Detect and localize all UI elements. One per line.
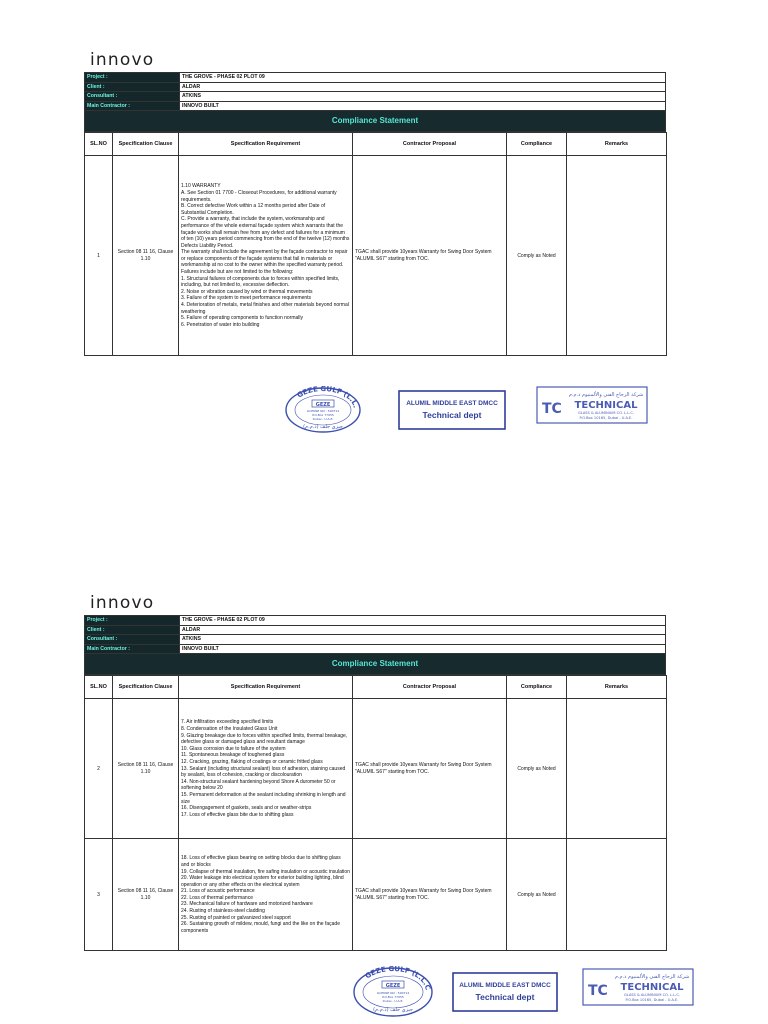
col-header-slno: SL.NO bbox=[85, 133, 113, 156]
requirement-line: 2. Noise or vibration caused by wind or thermal movements bbox=[181, 288, 313, 295]
contractor-proposal: TGAC shall provide 10years Warranty for Swing Door System "ALUMIL S67" starting from TOC. bbox=[353, 156, 507, 356]
sl-number: 2 bbox=[85, 699, 113, 839]
col-header-slno: SL.NO bbox=[85, 676, 113, 699]
remarks bbox=[567, 156, 667, 356]
requirement-line: 22. Loss of thermal performance bbox=[181, 894, 253, 901]
stamp-geze-license: LICENSE NO : 590712 bbox=[376, 991, 410, 995]
compliance-statement-banner: Compliance Statement bbox=[84, 654, 666, 675]
info-label: Consultant : bbox=[85, 635, 180, 645]
stamp-geze-city: Dubai - U.A.E. bbox=[382, 999, 404, 1003]
geze-gulf-stamp bbox=[352, 966, 434, 1018]
stamp-technical-arabic: شركة الزجاج الفني والألمنيوم ذ.م.م bbox=[568, 392, 644, 398]
requirement-line: 4. Deterioration of metals, metal finishes and other materials beyond normal weathering bbox=[181, 302, 349, 315]
info-label: Main Contractor : bbox=[85, 644, 180, 654]
requirement-line: 16. Disengagement of gaskets, seals and or weather-strips bbox=[181, 805, 312, 812]
stamp-technical-pobox: P.O.Box 10165, Dubai - U.A.E. bbox=[579, 416, 633, 420]
requirement-line: 9. Glazing breakage due to forces within specified limits, thermal breakage, defective glass or damaged glass and resultant damage bbox=[181, 732, 348, 746]
stamp-geze-brand: GEZE bbox=[385, 983, 401, 989]
requirement-line: 15. Permanent deformation at the sealant including shrinking in length and size bbox=[181, 791, 346, 805]
requirement-line: 6. Penetration of water into building bbox=[181, 321, 260, 328]
stamp-alumil-line2: Technical dept bbox=[475, 992, 535, 1002]
document-page-2 bbox=[84, 615, 666, 951]
stamp-technical-pobox: P.O.Box 10165, Dubai - U.A.E. bbox=[625, 998, 679, 1002]
project-info-table bbox=[84, 72, 666, 111]
col-header-remarks: Remarks bbox=[567, 676, 667, 699]
info-value: THE GROVE - PHASE 02 PLOT 09 bbox=[180, 616, 666, 626]
info-label: Project : bbox=[85, 73, 180, 83]
requirement-line: 10. Glass corrosion due to failure of the system bbox=[181, 745, 286, 752]
table-row bbox=[85, 699, 667, 839]
col-header-requirement: Specification Requirement bbox=[179, 676, 353, 699]
requirement-line: 25. Rusting of painted or galvanized steel support bbox=[181, 914, 291, 921]
info-value: INNOVO BUILT bbox=[180, 101, 666, 111]
requirement-line: 1.10 WARRANTY bbox=[181, 183, 221, 190]
col-header-requirement: Specification Requirement bbox=[179, 133, 353, 156]
innovo-logo: innovo bbox=[90, 593, 155, 613]
compliance-statement-banner: Compliance Statement bbox=[84, 111, 666, 132]
technical-glass-stamp bbox=[582, 968, 694, 1006]
requirement-line: B. Correct defective Work within a 12 months period after Date of Substantial Completion. bbox=[181, 203, 326, 216]
spec-clause: Section 08 11 16, Clause 1.10 bbox=[113, 156, 179, 356]
stamp-geze-city: Dubai - U.A.E. bbox=[312, 417, 334, 421]
spec-clause: Section 08 11 16, Clause 1.10 bbox=[113, 699, 179, 839]
geze-gulf-stamp bbox=[284, 386, 362, 434]
requirement-line: 26. Sustaining growth of mildew, mould, fungi and the like on the façade components bbox=[181, 921, 340, 934]
requirement-line: 17. Loss of effective glass bite due to shifting glass bbox=[181, 811, 294, 818]
innovo-logo: innovo bbox=[90, 50, 155, 70]
requirement-line: 11. Spontaneous breakage of toughened glass bbox=[181, 752, 285, 759]
info-value: ATKINS bbox=[180, 635, 666, 645]
project-info-table bbox=[84, 615, 666, 654]
alumil-stamp bbox=[398, 390, 506, 430]
document-page-1 bbox=[84, 72, 666, 356]
requirement-line: 20. Water leakage into electrical system for exterior building lighting, blind operation or any other effects on the electrical system bbox=[181, 875, 344, 888]
sl-number: 3 bbox=[85, 839, 113, 951]
col-header-proposal: Contractor Proposal bbox=[353, 133, 507, 156]
requirement-line: 24. Rusting of stainless-steel cladding bbox=[181, 908, 265, 915]
requirement-line: 7. Air infiltration exceeding specified limits bbox=[181, 719, 274, 726]
stamp-technical-name: TECHNICAL bbox=[574, 400, 638, 411]
stamp-alumil-line2: Technical dept bbox=[422, 410, 482, 420]
contractor-proposal: TGAC shall provide 10years Warranty for Swing Door System "ALUMIL S67" starting from TOC. bbox=[353, 839, 507, 951]
requirement-line: 19. Collapse of thermal insulation, fire safing insulation or acoustic insulation bbox=[181, 868, 350, 875]
alumil-stamp bbox=[452, 972, 558, 1012]
requirement-line: 5. Failure of operating components to function normally bbox=[181, 315, 304, 322]
col-header-compliance: Compliance bbox=[507, 676, 567, 699]
table-row bbox=[85, 156, 667, 356]
requirement-line: 21. Loss of acoustic performance bbox=[181, 888, 255, 895]
stamp-geze-arabic: جيزي جلف (ذ.م.م) bbox=[373, 1007, 413, 1013]
info-value: THE GROVE - PHASE 02 PLOT 09 bbox=[180, 73, 666, 83]
stamp-geze-pobox: P.O.Box 77955 bbox=[312, 413, 334, 417]
requirement-line: 14. Non-structural sealant hardening beyond Shore A durometer 50 or softening below 20 bbox=[181, 778, 336, 792]
technical-glass-stamp bbox=[536, 386, 648, 424]
stamp-geze-arabic: جيزي جلف (ذ.م.م) bbox=[303, 424, 343, 430]
info-label: Client : bbox=[85, 625, 180, 635]
requirement-line: 1. Structural failures of components due to forces within specified limits, including, but not limited to, excessive deflection. bbox=[181, 275, 340, 289]
compliance-table bbox=[84, 675, 667, 951]
info-label: Consultant : bbox=[85, 92, 180, 102]
stamp-technical-arabic: شركة الزجاج الفني والألمنيوم ذ.م.م bbox=[614, 974, 690, 980]
stamp-technical-name: TECHNICAL bbox=[620, 982, 684, 993]
compliance-status: Comply as Noted bbox=[507, 699, 567, 839]
requirement-line: 12. Cracking, grazing, flaking of coatings or ceramic fritted glass bbox=[181, 758, 323, 765]
sl-number: 1 bbox=[85, 156, 113, 356]
spec-requirement bbox=[179, 699, 353, 839]
spec-requirement bbox=[179, 839, 353, 951]
compliance-table bbox=[84, 132, 667, 356]
svg-text:TC: TC bbox=[542, 401, 562, 417]
col-header-remarks: Remarks bbox=[567, 133, 667, 156]
info-label: Project : bbox=[85, 616, 180, 626]
info-value: INNOVO BUILT bbox=[180, 644, 666, 654]
compliance-status: Comply as Noted bbox=[507, 156, 567, 356]
col-header-proposal: Contractor Proposal bbox=[353, 676, 507, 699]
stamp-alumil-line1: ALUMIL MIDDLE EAST DMCC bbox=[459, 982, 551, 989]
col-header-compliance: Compliance bbox=[507, 133, 567, 156]
stamp-geze-license: LICENSE NO : 590712 bbox=[306, 409, 340, 413]
table-row bbox=[85, 839, 667, 951]
requirement-line: C. Provide a warranty, that include the system, workmanship and performance of the whole external façade system which warrants that the façade works shall remain free from any defect and failures for a minimum of ten (10) years period commencing from the end of the twelve (12) months Defects Liability Period. bbox=[181, 216, 350, 249]
requirement-line: A. See Section 01 7700 - Closeout Procedures, for additional warranty requirements. bbox=[181, 189, 337, 203]
requirement-line: 18. Loss of effective glass bearing on setting blocks due to shifting glass and or blocks bbox=[181, 855, 341, 868]
requirement-line: The warranty shall include the agreement by the façade contractor to repair or replace components of the façade systems that fail in materials or workmanship at no cost to the owner within the specified warranty period. Failures include but are not limited to the following: bbox=[181, 249, 348, 276]
spec-clause: Section 08 11 16, Clause 1.10 bbox=[113, 839, 179, 951]
stamp-geze-name: GEZE GULF (L.L. bbox=[295, 386, 360, 409]
stamp-geze-pobox: P.O.Box 77955 bbox=[382, 995, 404, 999]
stamp-technical-sub: GLASS & ALUMINIUM CO. L.L.C. bbox=[577, 411, 635, 415]
requirement-line: 23. Mechanical failure of hardware and motorized hardware bbox=[181, 901, 313, 908]
spec-requirement bbox=[179, 156, 353, 356]
requirement-line: 13. Sealant (including structural sealant) loss of adhesion, staining caused by sealant, loss of cohesion, cracking or discolouration bbox=[181, 765, 346, 779]
info-label: Client : bbox=[85, 82, 180, 92]
stamp-geze-brand: GEZE bbox=[315, 402, 331, 408]
col-header-clause: Specification Clause bbox=[113, 133, 179, 156]
requirement-line: 3. Failure of the system to meet performance requirements bbox=[181, 295, 312, 302]
info-value: ALDAR bbox=[180, 625, 666, 635]
col-header-clause: Specification Clause bbox=[113, 676, 179, 699]
remarks bbox=[567, 839, 667, 951]
svg-text:TC: TC bbox=[588, 983, 608, 999]
info-label: Main Contractor : bbox=[85, 101, 180, 111]
info-value: ATKINS bbox=[180, 92, 666, 102]
contractor-proposal: TGAC shall provide 10years Warranty for Swing Door System "ALUMIL S67" starting from TOC. bbox=[353, 699, 507, 839]
stamp-technical-sub: GLASS & ALUMINIUM CO. L.L.C. bbox=[623, 993, 681, 997]
stamp-geze-name: GEZE GULF (L.L.C bbox=[363, 966, 432, 991]
stamp-alumil-line1: ALUMIL MIDDLE EAST DMCC bbox=[406, 400, 498, 407]
compliance-status: Comply as Noted bbox=[507, 839, 567, 951]
remarks bbox=[567, 699, 667, 839]
requirement-line: 8. Condensation of the Insulated Glass Unit bbox=[181, 726, 278, 733]
info-value: ALDAR bbox=[180, 82, 666, 92]
